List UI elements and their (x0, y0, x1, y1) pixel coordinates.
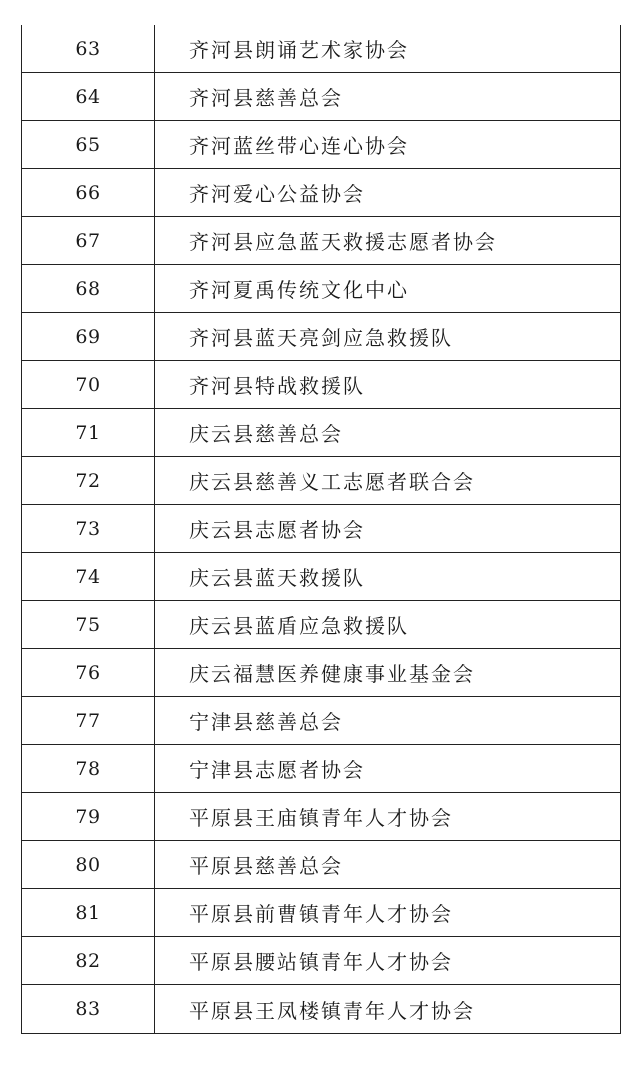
organization-name: 平原县腰站镇青年人才协会 (189, 950, 453, 974)
table-row (22, 553, 620, 601)
row-number: 64 (22, 73, 155, 120)
row-number: 81 (22, 889, 155, 936)
row-number: 66 (22, 169, 155, 216)
organization-name: 庆云福慧医养健康事业基金会 (189, 662, 475, 686)
row-number: 63 (22, 25, 155, 72)
table-row (22, 409, 620, 457)
organization-name: 宁津县志愿者协会 (189, 758, 365, 782)
row-number: 76 (22, 649, 155, 696)
organization-name: 平原县王庙镇青年人才协会 (189, 806, 453, 830)
table-row (22, 25, 620, 73)
organization-name: 庆云县蓝天救援队 (189, 566, 365, 590)
organization-name: 平原县前曹镇青年人才协会 (189, 902, 453, 926)
organization-name: 齐河县特战救援队 (189, 374, 365, 398)
table-row (22, 505, 620, 553)
organization-name: 齐河蓝丝带心连心协会 (189, 134, 409, 158)
table-row (22, 649, 620, 697)
table-row (22, 793, 620, 841)
table-row (22, 73, 620, 121)
organization-name: 平原县慈善总会 (189, 854, 343, 878)
organization-name: 齐河县蓝天亮剑应急救援队 (189, 326, 453, 350)
organization-name: 齐河爱心公益协会 (189, 182, 365, 206)
row-number: 69 (22, 313, 155, 360)
table-row (22, 121, 620, 169)
table-row (22, 745, 620, 793)
organization-name: 庆云县志愿者协会 (189, 518, 365, 542)
organization-name: 平原县王凤楼镇青年人才协会 (189, 998, 475, 1023)
row-number: 74 (22, 553, 155, 600)
organization-name: 齐河夏禹传统文化中心 (189, 278, 409, 302)
table-row (22, 841, 620, 889)
table-row (22, 169, 620, 217)
row-number: 72 (22, 457, 155, 504)
table-row (22, 697, 620, 745)
organization-name: 齐河县慈善总会 (189, 86, 343, 110)
row-number: 75 (22, 601, 155, 648)
table-row (22, 601, 620, 649)
row-number: 71 (22, 409, 155, 456)
table-row (22, 265, 620, 313)
row-number: 67 (22, 217, 155, 264)
organization-name: 齐河县朗诵艺术家协会 (189, 38, 409, 62)
row-number: 82 (22, 937, 155, 984)
organization-name: 庆云县蓝盾应急救援队 (189, 614, 409, 638)
row-number: 73 (22, 505, 155, 552)
row-number: 83 (22, 985, 155, 1033)
row-number: 70 (22, 361, 155, 408)
table-row (22, 361, 620, 409)
table-row (22, 313, 620, 361)
organization-name: 庆云县慈善总会 (189, 422, 343, 446)
organization-table (21, 25, 621, 1034)
row-number: 79 (22, 793, 155, 840)
table-row (22, 457, 620, 505)
row-number: 80 (22, 841, 155, 888)
table-row (22, 937, 620, 985)
table-row (22, 217, 620, 265)
organization-name: 齐河县应急蓝天救援志愿者协会 (189, 230, 497, 254)
row-number: 68 (22, 265, 155, 312)
organization-name: 庆云县慈善义工志愿者联合会 (189, 470, 475, 494)
table-row (22, 889, 620, 937)
row-number: 78 (22, 745, 155, 792)
organization-name: 宁津县慈善总会 (189, 710, 343, 734)
row-number: 65 (22, 121, 155, 168)
table-row (22, 985, 620, 1034)
row-number: 77 (22, 697, 155, 744)
